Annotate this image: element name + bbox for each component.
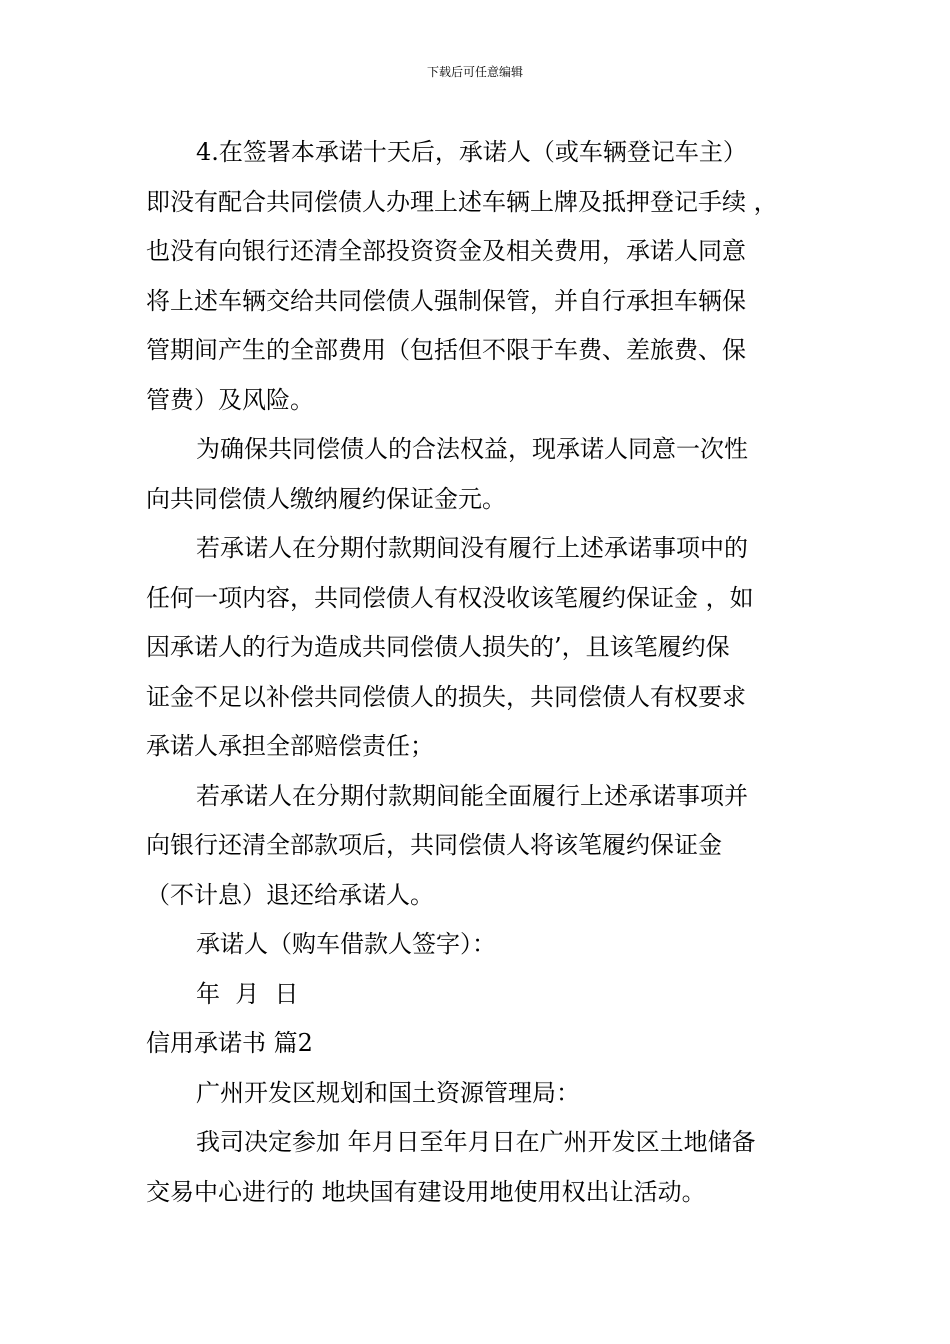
text-line: 我司决定参加 年月日至年月日在广州开发区土地储备 <box>196 1128 756 1156</box>
paragraph-participation <box>146 1118 816 1217</box>
text-line: 将上述车辆交给共同偿债人强制保管，并自行承担车辆保 <box>146 286 746 315</box>
paragraph-clause-4 <box>146 128 816 425</box>
text-line: 证金不足以补偿共同偿债人的损失，共同偿债人有权要求 <box>146 682 746 711</box>
document-body <box>146 128 816 1217</box>
text-line: 承诺人承担全部赔偿责任； <box>146 732 434 760</box>
page-header: 下载后可任意编辑 <box>426 65 523 79</box>
text-line: 承诺人（购车借款人签字）： <box>196 930 496 958</box>
signature-line <box>146 920 816 970</box>
text-line: 管费）及风险。 <box>146 385 314 414</box>
text-line: 任何一项内容，共同偿债人有权没收该笔履约保证金 ，如 <box>146 583 754 612</box>
paragraph-breach <box>146 524 816 772</box>
text-line: 因承诺人的行为造成共同偿债人损失的’，且该笔履约保 <box>146 633 730 661</box>
date-line <box>146 970 816 1020</box>
section-title: 信用承诺书 篇2 <box>146 1029 313 1057</box>
text-line: 广州开发区规划和国土资源管理局： <box>196 1078 580 1107</box>
text-line: 也没有向银行还清全部投资资金及相关费用，承诺人同意 <box>146 237 746 265</box>
section-heading <box>146 1019 816 1069</box>
text-line: 若承诺人在分期付款期间没有履行上述承诺事项中的 <box>196 534 748 562</box>
paragraph-refund <box>146 772 816 921</box>
text-line: 年 月 日 <box>196 979 299 1008</box>
addressee-line <box>146 1069 816 1119</box>
text-line: 向共同偿债人缴纳履约保证金元。 <box>146 484 506 513</box>
text-line: 即没有配合共同偿债人办理上述车辆上牌及抵押登记手续 ， <box>146 187 778 216</box>
text-line: 4.在签署本承诺十天后，承诺人（或车辆登记车主） <box>196 138 747 166</box>
text-line: 交易中心进行的 地块国有建设用地使用权出让活动。 <box>146 1177 706 1206</box>
text-line: 管期间产生的全部费用（包括但不限于车费、差旅费、保 <box>146 336 746 364</box>
text-line: 为确保共同偿债人的合法权益，现承诺人同意一次性 <box>196 435 748 463</box>
text-line: 向银行还清全部款项后，共同偿债人将该笔履约保证金 <box>146 831 722 859</box>
text-line: 若承诺人在分期付款期间能全面履行上述承诺事项并 <box>196 781 748 810</box>
paragraph-deposit <box>146 425 816 524</box>
text-line: （不计息）退还给承诺人。 <box>146 880 434 909</box>
